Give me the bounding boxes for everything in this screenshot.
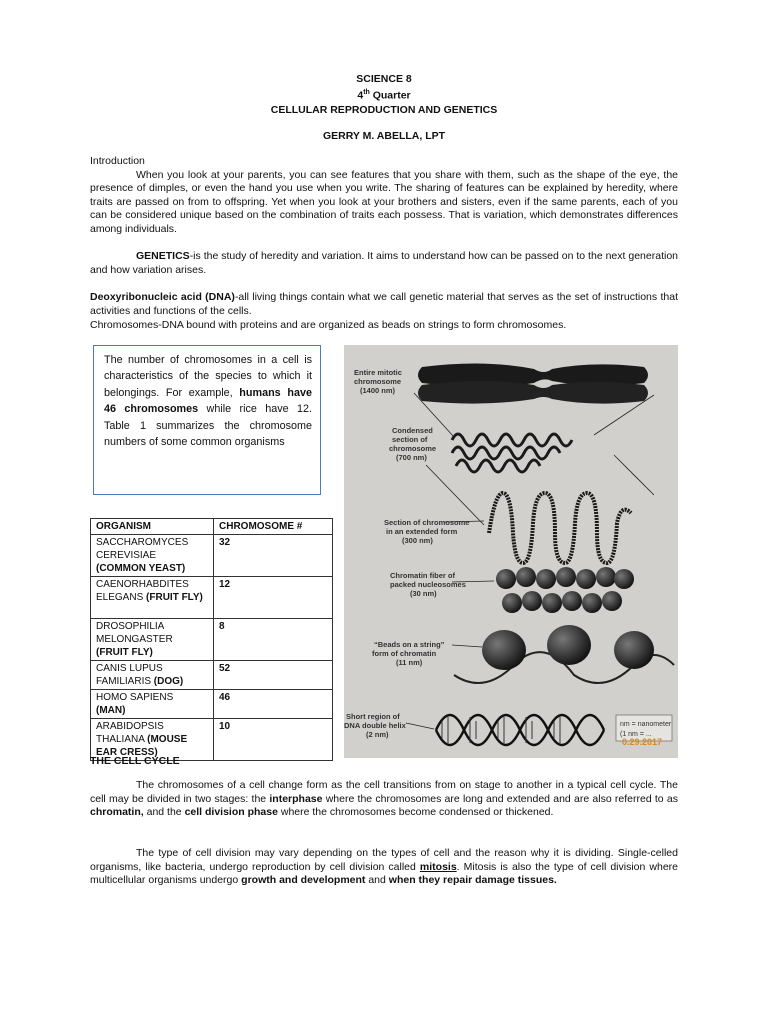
photo-timestamp: 0.29.2017: [622, 737, 663, 747]
organism-name: ARABIDOPSIS THALIANA: [96, 721, 164, 745]
table-header-row: [91, 519, 333, 535]
label-extended-1: Section of chromosome: [384, 518, 470, 527]
quarter-line: [0, 86, 768, 103]
text-run: and the: [143, 806, 185, 819]
count-cell: 46: [214, 690, 333, 719]
chromosome-structure-figure: [344, 345, 678, 758]
figure-illustration: [344, 345, 678, 758]
table-row: [91, 690, 333, 719]
key-line-1: nm = nanometer: [620, 721, 672, 728]
label-condensed-1: Condensed: [392, 426, 433, 435]
callout-box: [93, 345, 321, 495]
organism-cell: [91, 619, 214, 661]
document-title: CELLULAR REPRODUCTION AND GENETICS: [270, 103, 498, 116]
term-mitosis: mitosis: [419, 860, 457, 873]
text-run: and: [365, 874, 389, 887]
label-dna-2: DNA double helix: [344, 721, 406, 730]
table-row: [91, 661, 333, 690]
label-mitotic-2: chromosome: [354, 377, 402, 386]
label-condensed-2: section of: [392, 435, 428, 444]
organism-common: (DOG): [153, 676, 184, 687]
table-row: [91, 577, 333, 619]
organism-cell: [91, 577, 214, 619]
label-dna-3: (2 nm): [366, 730, 389, 739]
label-condensed-3: chromosome: [389, 444, 437, 453]
count-cell: 10: [214, 719, 333, 761]
intro-heading: Introduction: [90, 155, 145, 167]
term-interphase: interphase: [269, 792, 323, 805]
organism-name: DROSOPHILIA MELONGASTER: [96, 621, 173, 645]
intro-section: [90, 155, 678, 237]
text-run: where the chromosomes are long and extended and are also referred to as: [322, 792, 678, 805]
table-row: [91, 619, 333, 661]
cell-cycle-heading: THE CELL CYCLE: [90, 755, 180, 767]
dna-definition: -all living things contain what we call genetic material that serves as the set of instructions that activities and functions of the cells.: [90, 291, 678, 317]
label-extended-2: in an extended form: [386, 527, 458, 536]
organism-common: (FRUIT FLY): [96, 647, 153, 658]
cell-cycle-paragraph-1: [90, 779, 678, 820]
label-fiber-3: (30 nm): [410, 589, 437, 598]
text-run: where the chromosomes become condensed or thickened.: [277, 806, 554, 819]
dna-paragraph: [90, 291, 678, 318]
callout-text-2: while rice have 12. Table 1 summarizes the chromosome numbers of some common organisms: [104, 403, 312, 449]
cell-cycle-paragraph-2: [90, 847, 678, 888]
count-cell: 32: [214, 535, 333, 577]
term-growth: growth and development: [241, 874, 366, 887]
organism-common: (MOUSE EAR CRESS): [96, 734, 188, 758]
label-fiber-1: Chromatin fiber of: [390, 571, 455, 580]
organism-common: (MAN): [96, 705, 126, 716]
table-row: [91, 535, 333, 577]
organism-cell: [91, 535, 214, 577]
table-header: ORGANISM: [91, 519, 214, 535]
table-header: CHROMOSOME #: [214, 519, 333, 535]
label-fiber-2: packed nucleosomes: [390, 580, 466, 589]
document-header: [0, 72, 768, 143]
count-cell: 52: [214, 661, 333, 690]
organism-name: SACCHAROMYCES CEREVISIAE: [96, 537, 189, 561]
label-beads-3: (11 nm): [396, 658, 423, 667]
organism-cell: [91, 690, 214, 719]
text-run: The type of cell division may vary depending on the types of cell and the reason why it is dividing. Single-celled organisms, like bacteria, undergo reproduction by cell division called: [90, 847, 678, 873]
dna-term: Deoxyribonucleic acid (DNA): [90, 291, 235, 303]
genetics-paragraph: [90, 250, 678, 277]
author-line: GERRY M. ABELLA, LPT: [322, 129, 446, 142]
key-line-2: (1 nm = ...: [620, 731, 652, 738]
organism-common: (FRUIT FLY): [146, 592, 203, 603]
term-chromatin: chromatin,: [90, 806, 144, 819]
term-cell-division: cell division phase: [184, 806, 278, 819]
label-beads-2: form of chromatin: [372, 649, 437, 658]
label-dna-1: Short region of: [346, 712, 400, 721]
text-run: . Mitosis is also the type of cell division where multicellular organisms undergo: [90, 860, 678, 887]
organism-name: HOMO SAPIENS: [96, 692, 174, 703]
chromosomes-definition: Chromosomes-DNA bound with proteins and are organized as beads on strings to form chromosomes.: [90, 319, 567, 331]
organism-name: CANIS LUPUS FAMILIARIS: [96, 663, 163, 687]
term-repair: when they repair damage tissues.: [388, 874, 557, 887]
organism-common: (COMMON YEAST): [96, 563, 186, 574]
label-extended-3: (300 nm): [402, 536, 433, 545]
quarter-suffix: th: [363, 89, 370, 96]
callout-text-1: The number of chromosomes in a cell is characteristics of the species to which it belongings. For example,: [104, 354, 312, 399]
count-cell: 12: [214, 577, 333, 619]
organism-cell: [91, 661, 214, 690]
count-cell: 8: [214, 619, 333, 661]
chromosome-table: [90, 518, 333, 761]
organism-name: CAENORHABDITES ELEGANS: [96, 579, 189, 603]
subject-title: SCIENCE 8: [356, 73, 412, 85]
label-condensed-4: (700 nm): [396, 453, 427, 462]
genetics-definition: -is the study of heredity and variation. It aims to understand how can be passed on to the next generation and how variation arises.: [90, 250, 678, 276]
label-mitotic-3: (1400 nm): [360, 386, 396, 395]
label-mitotic-1: Entire mitotic: [354, 368, 402, 377]
intro-paragraph: When you look at your parents, you can see features that you share with them, such as the shape of the eye, the presence of dimples, or even the hand you use when you write. The sharing of features can be explained by heredity, where traits are passed on from to offspring. Yet when you look at your brothers and sisters, even if the same parents, each of you can be considered unique based on the combination of traits each possess. That is variation, which demonstrates differences among individuals.: [90, 168, 678, 235]
text-run: The chromosomes of a cell change form as the cell transitions from on stage to another in a typical cell cycle. The cell may be divided in two stages: the: [90, 779, 678, 805]
quarter-number: 4: [357, 89, 364, 102]
label-beads-1: “Beads on a string”: [374, 640, 445, 649]
genetics-term: GENETICS: [136, 250, 190, 262]
callout-bold: humans have 46 chromosomes: [104, 386, 312, 416]
quarter-word: Quarter: [369, 89, 411, 102]
